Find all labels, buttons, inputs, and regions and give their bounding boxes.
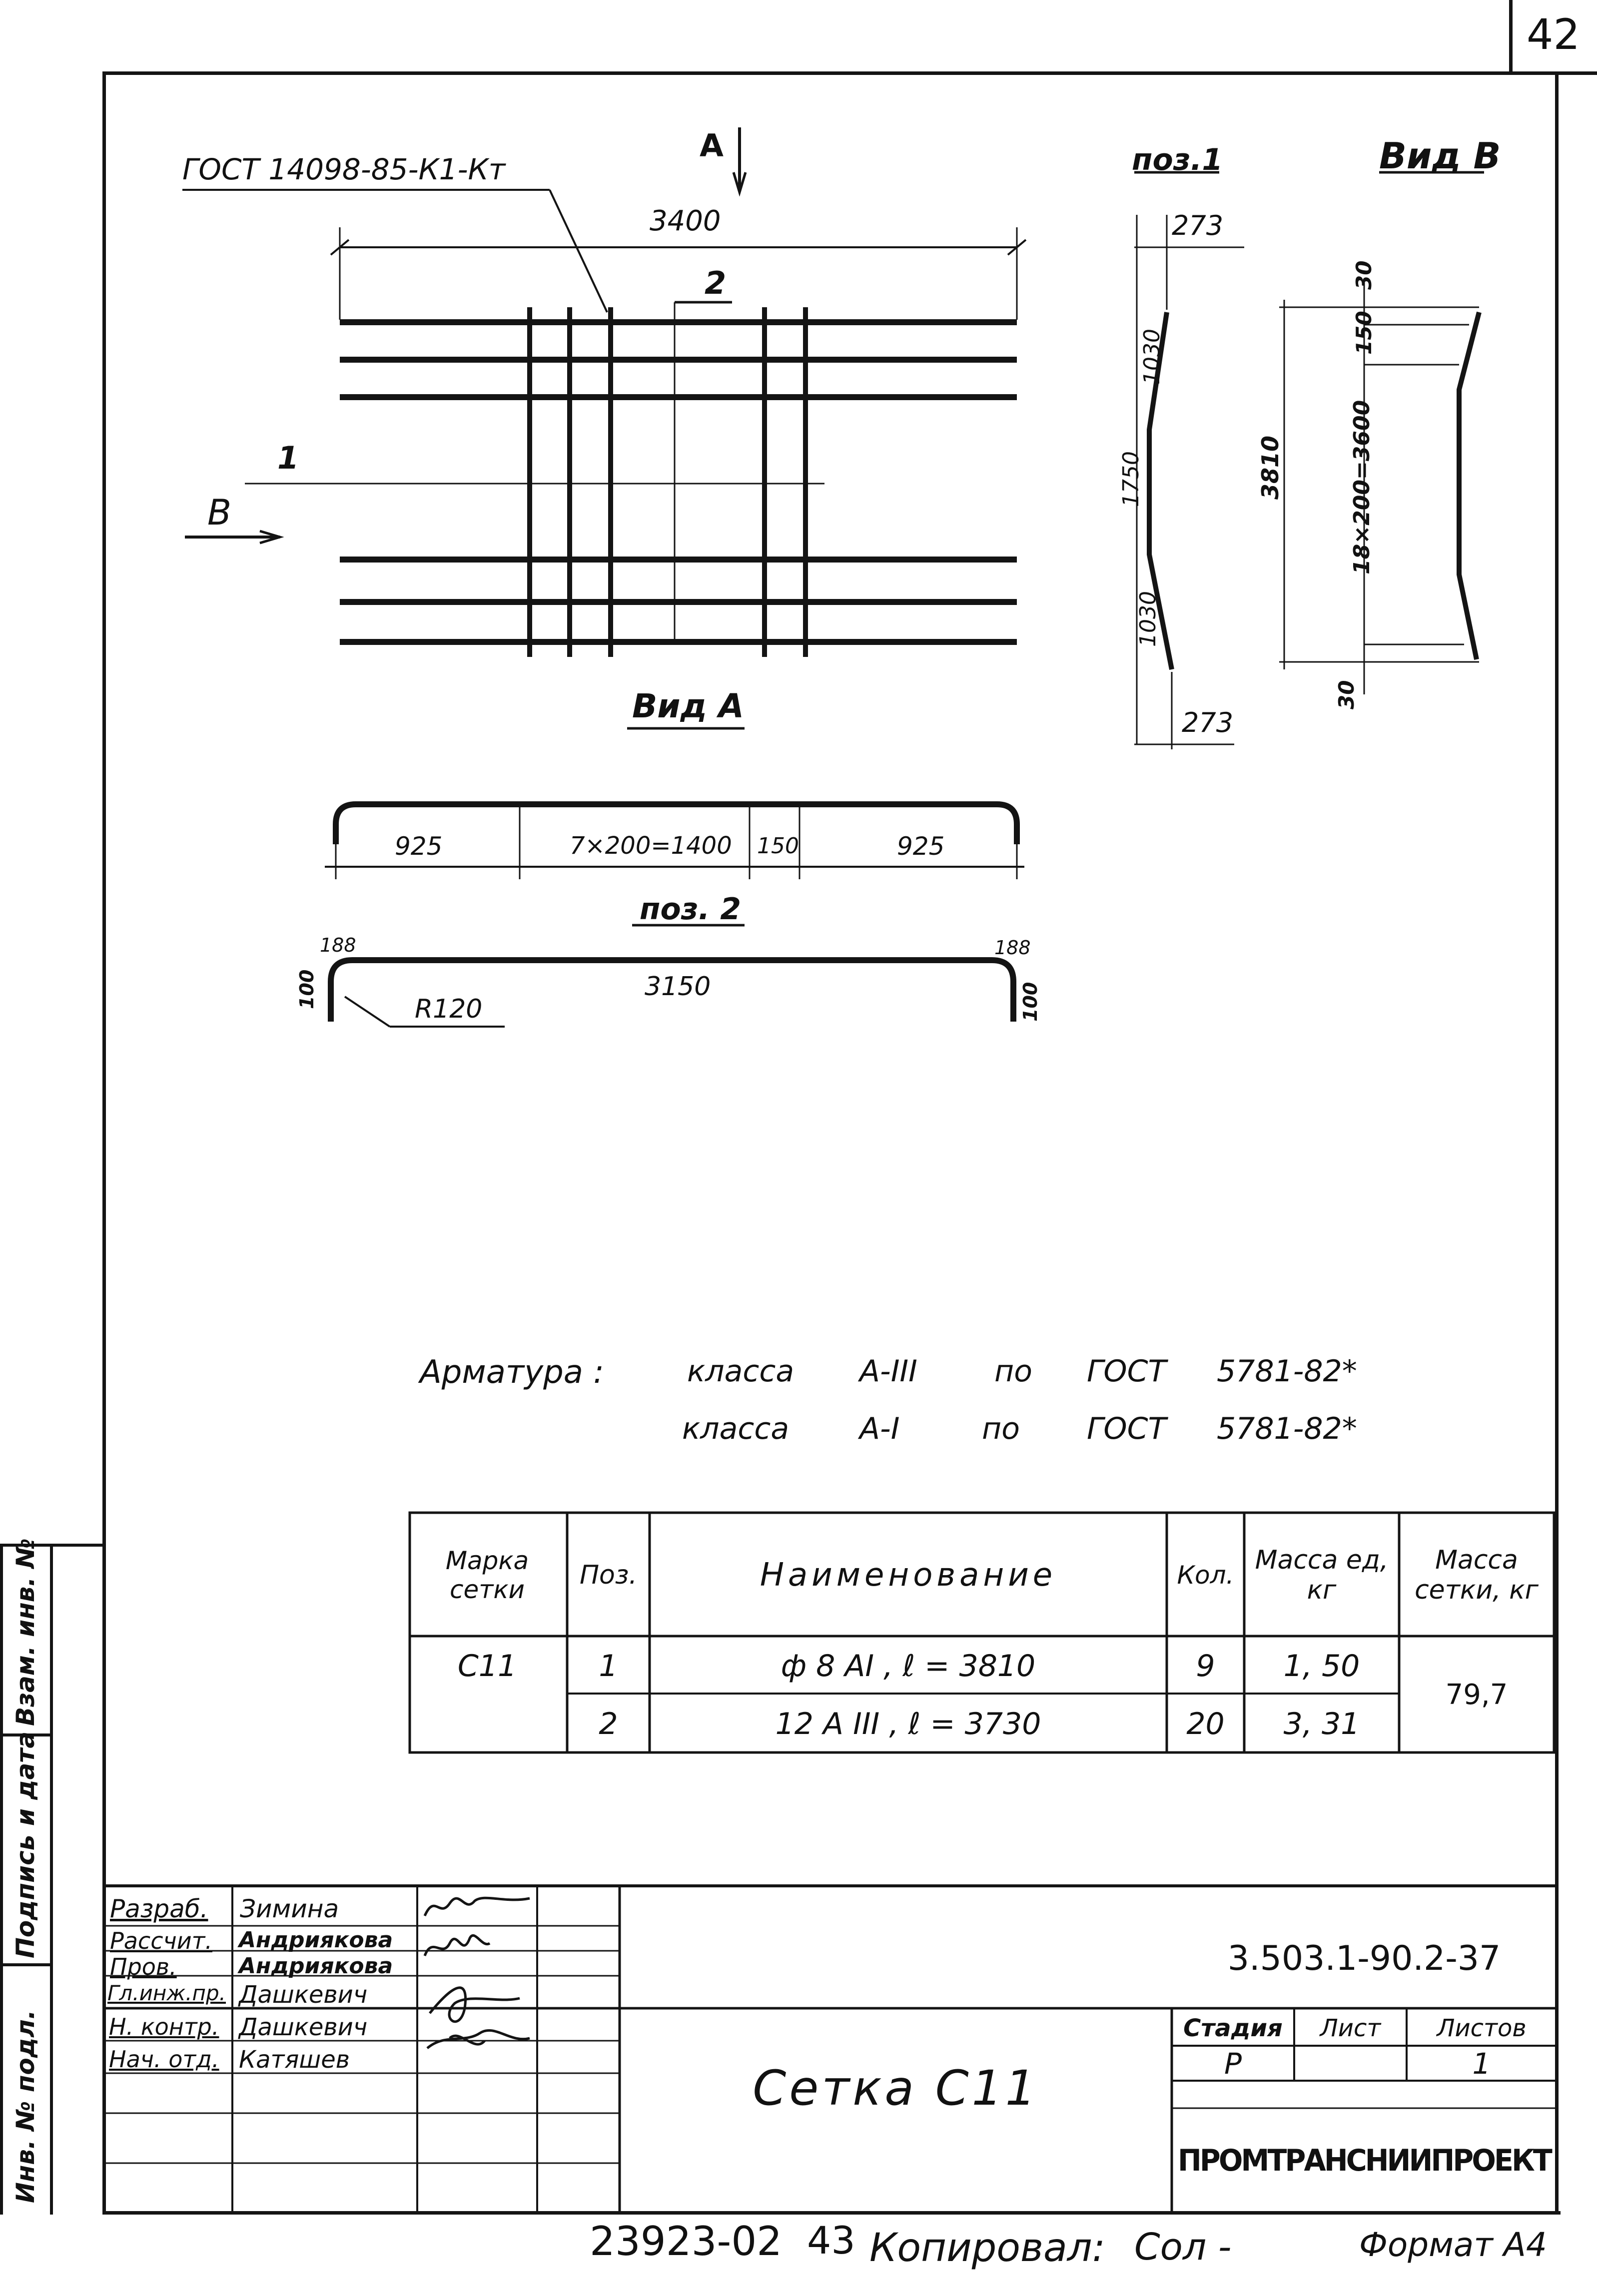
pos1-seg-mid: 1750: [1118, 451, 1144, 507]
name-prov: Андриякова: [239, 1953, 393, 1979]
copied-label: Копировал:: [869, 2226, 1105, 2271]
vzam-inv-label: Взам. инв. №: [11, 1538, 40, 1726]
note-line-2-klass: А-I: [859, 1411, 900, 1446]
stage-label: Стадия: [1183, 2014, 1283, 2042]
page-number: 42: [1527, 10, 1580, 59]
stage-value: Р: [1224, 2046, 1242, 2081]
signatures: [420, 1888, 537, 2068]
name-nach-otd: Катяшев: [239, 2046, 350, 2074]
row-2-unit-mass: 3, 31: [1283, 1706, 1360, 1741]
mesh-total-mass: 79,7: [1445, 1679, 1508, 1711]
pos2-length: 3150: [645, 972, 711, 1002]
header-name: Наименование: [760, 1556, 1057, 1594]
pos2-leg-right: 100: [1019, 982, 1041, 1022]
view-a-dim-left: 925: [395, 832, 443, 861]
view-a-dim-gap: 150: [757, 833, 799, 859]
sheet-value: [1294, 2047, 1407, 2080]
sheets-value: 1: [1472, 2046, 1491, 2081]
name-razrab: Зимина: [240, 1894, 339, 1923]
row-1-pos: 1: [599, 1649, 618, 1684]
view-a-dim-mid: 7×200=1400: [570, 832, 732, 860]
role-razrab: Разраб.: [110, 1894, 208, 1923]
view-b-top: 30: [1352, 260, 1376, 290]
doc-code: 3.503.1-90.2-37: [1227, 1938, 1501, 1978]
view-a-dim-right: 925: [897, 832, 945, 861]
row-2-name: 12 А III , ℓ = 3730: [775, 1706, 1041, 1741]
view-b-total: 3810: [1257, 435, 1284, 500]
note-line-2-gost: ГОСТ: [1087, 1411, 1167, 1446]
order-number: 23923-02: [590, 2218, 783, 2265]
podpis-data-label: Подпись и дата: [11, 1731, 40, 1958]
header-unit-mass: Масса ед, кг: [1255, 1545, 1389, 1605]
sheet-ref: 43: [807, 2218, 855, 2263]
note-line-1-po: по: [994, 1354, 1032, 1389]
row-2-qty: 20: [1186, 1706, 1225, 1741]
role-prov: Пров.: [110, 1953, 177, 1980]
name-rasschit: Андриякова: [239, 1927, 393, 1953]
pos1-top-offset: 273: [1172, 210, 1224, 241]
pos2-leg-left: 100: [296, 969, 318, 1009]
role-n-kontr: Н. контр.: [109, 2013, 219, 2040]
gost-label: ГОСТ 14098-85-К1-Кт: [182, 152, 506, 186]
pos2-radius: R120: [415, 994, 483, 1024]
role-rasschit: Рассчит.: [110, 1927, 213, 1954]
arrow-a-label: А: [700, 127, 724, 164]
role-gl-inzh: Гл.инж.пр.: [107, 1981, 226, 2005]
pos1-title: поз.1: [1132, 142, 1223, 177]
name-gl-inzh: Дашкевич: [239, 1981, 368, 2009]
row-1-name: ф 8 АI , ℓ = 3810: [781, 1649, 1036, 1684]
pos2-title: поз. 2: [640, 892, 741, 927]
note-line-1-gost-no: 5781-82*: [1217, 1354, 1357, 1389]
view-b-step: 150: [1352, 311, 1376, 355]
pos1-seg-bottom: 1030: [1135, 591, 1161, 647]
header-mark: Марка сетки: [445, 1546, 529, 1604]
drawing-title: Сетка С11: [753, 2060, 1039, 2116]
note-line-2-po: по: [982, 1411, 1020, 1446]
header-total-mass: Масса сетки, кг: [1415, 1545, 1539, 1605]
dimension-3400: 3400: [650, 205, 721, 237]
note-line-1-klass-word: класса: [687, 1354, 795, 1389]
view-b-title: Вид В: [1379, 135, 1501, 177]
view-b-bottom: 30: [1334, 680, 1359, 709]
inv-podl-label: Инв. № подл.: [11, 2010, 40, 2203]
sheets-label: Листов: [1437, 2014, 1527, 2042]
row-1-qty: 9: [1196, 1649, 1215, 1684]
reinforcement-label: Арматура :: [420, 1354, 604, 1391]
view-b-bar: [1459, 312, 1479, 659]
pos1-seg-top: 1030: [1139, 329, 1165, 385]
copied-signature: Сол -: [1134, 2226, 1232, 2269]
note-line-1-klass: А-III: [859, 1354, 917, 1389]
view-a-title: Вид А: [632, 687, 744, 725]
paper-format: Формат А4: [1359, 2226, 1547, 2264]
section-marker-2: 2: [705, 265, 727, 301]
pos1-bottom-offset: 273: [1182, 707, 1234, 738]
note-line-2-klass-word: класса: [682, 1411, 790, 1446]
organization: ПРОМТРАНСНИИПРОЕКТ: [1177, 2143, 1551, 2178]
row-2-pos: 2: [599, 1706, 618, 1741]
header-qty: Кол.: [1177, 1560, 1234, 1590]
arrow-b-label: В: [207, 492, 232, 533]
section-marker-1: 1: [277, 440, 299, 476]
sheet-label: Лист: [1320, 2014, 1381, 2042]
view-b-mid: 18×200=3600: [1349, 400, 1375, 574]
pos2-hook-right: 188: [994, 937, 1031, 959]
header-pos: Поз.: [579, 1560, 638, 1590]
row-1-unit-mass: 1, 50: [1283, 1649, 1360, 1684]
name-n-kontr: Дашкевич: [239, 2013, 368, 2041]
pos2-hook-left: 188: [320, 934, 356, 956]
role-nach-otd: Нач. отд.: [109, 2046, 219, 2073]
note-line-1-gost: ГОСТ: [1087, 1354, 1167, 1389]
note-line-2-gost-no: 5781-82*: [1217, 1411, 1357, 1446]
mesh-mark: С11: [457, 1649, 517, 1684]
